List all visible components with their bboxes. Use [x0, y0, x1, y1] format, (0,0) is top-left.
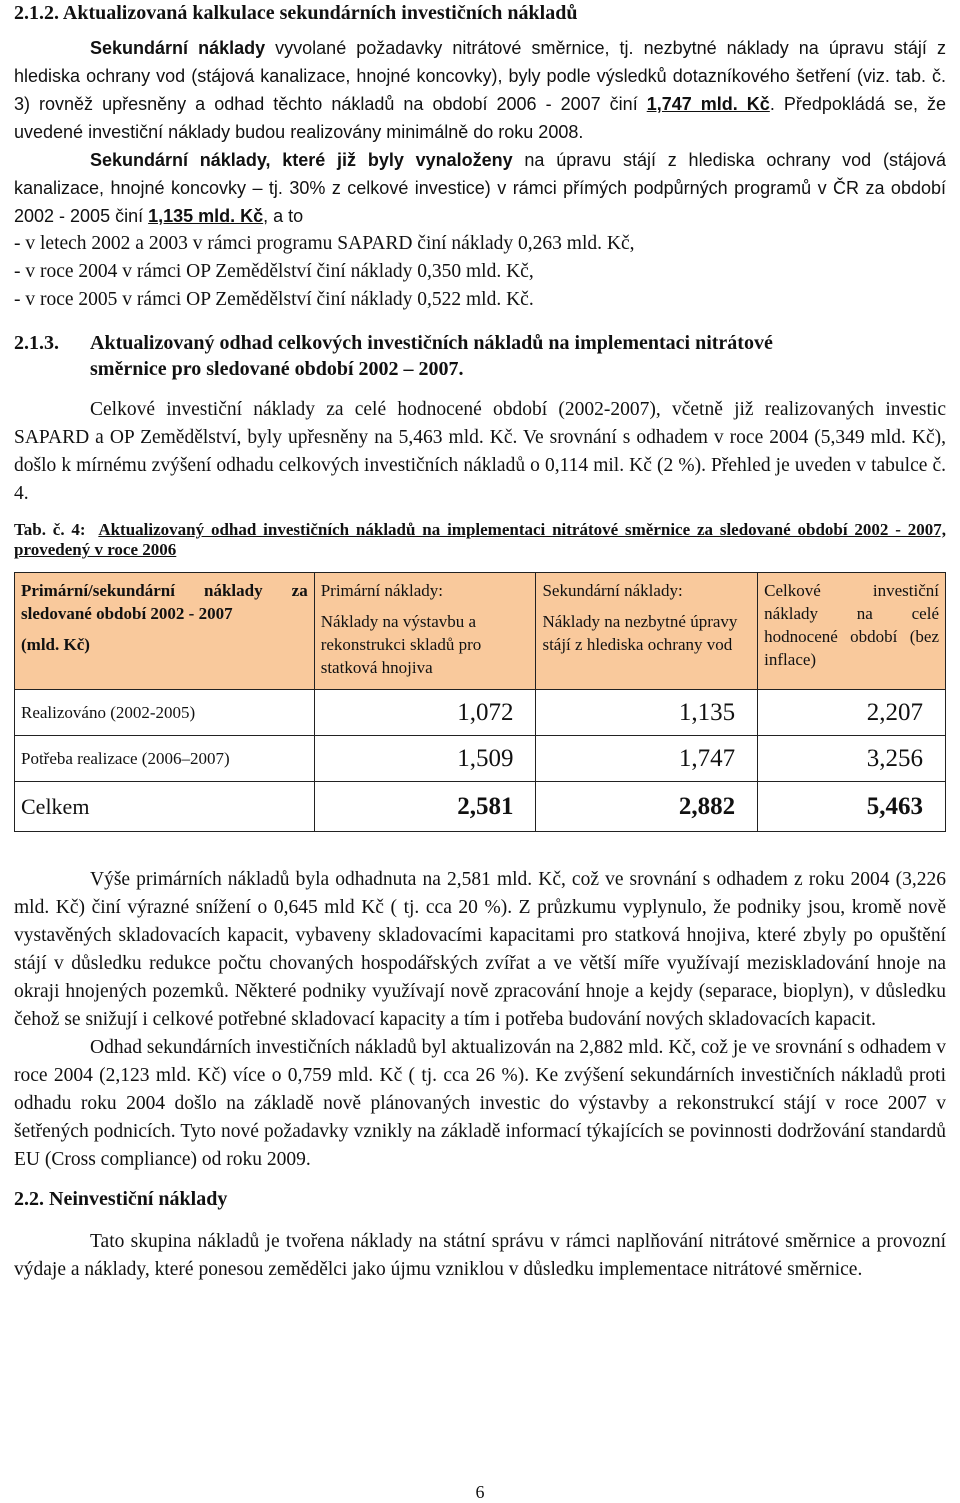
cell-primary: 1,509	[314, 736, 536, 782]
table-row	[15, 782, 946, 832]
cell-total: 2,207	[758, 690, 946, 736]
cell-secondary: 1,135	[536, 690, 758, 736]
bold-term: Sekundární náklady, které již byly vynaloženy	[90, 150, 513, 170]
list-item: - v roce 2004 v rámci OP Zemědělství činí náklady 0,350 mld. Kč,	[14, 261, 534, 282]
section-heading-2-2: 2.2. Neinvestiční náklady	[14, 1188, 228, 1210]
header-cell: Primární náklady: Náklady na výstavbu a rekonstrukci skladů pro statková hnojiva	[314, 573, 536, 690]
paragraph-primary-estimate: Výše primárních nákladů byla odhadnuta na 2,581 mld. Kč, což ve srovnání s odhadem z roku 2004 (3,226 mld. Kč) činí výrazné snížení o 0,645 mld Kč ( tj. cca 20 %). Z průzkumu vyplynulo, že podniky jsou, kromě nově vystavěných skladovacích kapacit, vybaveny skladovacími kapacitami pro statková hnojiva, které zbyly po opuštění stájí v důsledku redukce počtu chovaných hospodářských zvířat a ve větší míře využívají meziskladování hnoje na okraji hnojených pozemků. Některé podniky využívají nově zpracování hnoje a kejdy (separace, bioplyn), v důsledku čehož se snižují i celkové potřebné skladovací kapacity a tím i potřeba budování nových skladovacích kapacit.	[14, 869, 946, 1030]
paragraph-spent-costs: Sekundární náklady, které již byly vynaloženy na úpravu stájí z hlediska ochrany vod (stájová kanalizace, hnojné koncovky – tj. 30% z celkové investice) v rámci přímých podpůrných programů v ČR za období 2002 - 2005 činí 1,135 mld. Kč, a to	[14, 150, 946, 226]
row-label: Realizováno (2002-2005)	[15, 690, 315, 736]
highlight-value: 1,747 mld. Kč	[646, 94, 770, 114]
table-header-row	[15, 573, 946, 690]
paragraph-secondary-estimate: Odhad sekundárních investičních nákladů byl aktualizován na 2,882 mld. Kč, což je ve srovnání s odhadem v roce 2004 (2,123 mld. Kč) více o 0,759 mld. Kč ( tj. cca 26 %). Ke zvýšení sekundárních investičních nákladů proti odhadu roku 2004 došlo na základě nově plánovaných investic do výstavby a rekonstrukcí stájí v roce 2007 v šetřených podnicích. Tyto nové požadavky vznikly na základě informací týkajících se povinnosti dodržování standardů EU (Cross compliance) od roku 2009.	[14, 1037, 946, 1170]
table-row	[15, 736, 946, 782]
table-row	[15, 690, 946, 736]
cell-primary: 1,072	[314, 690, 536, 736]
paragraph-total-costs: Celkové investiční náklady za celé hodnocené období (2002-2007), včetně již realizovaných investic SAPARD a OP Zemědělství, byly upřesněny na 5,463 mld. Kč. Ve srovnání s odhadem v roce 2004 (5,349 mld. Kč), došlo k mírnému zvýšení odhadu celkových investičních nákladů o 0,114 mil. Kč (2 %). Přehled je uveden v tabulce č. 4.	[14, 399, 946, 504]
paragraph-noninvestment: Tato skupina nákladů je tvořena náklady na státní správu v rámci naplňování nitrátové směrnice a provozní výdaje a náklady, které ponesou zemědělci jako újmu vzniklou v důsledku implementace nitrátové směrnice.	[14, 1231, 946, 1280]
row-label: Potřeba realizace (2006–2007)	[15, 736, 315, 782]
highlight-value: 1,135 mld. Kč	[148, 206, 264, 226]
section-heading-2-1-3: 2.1.3. Aktualizovaný odhad celkových investičních nákladů na implementaci nitrátové směrnice pro sledované období 2002 – 2007.	[14, 332, 773, 380]
list-item: - v letech 2002 a 2003 v rámci programu SAPARD činí náklady 0,263 mld. Kč,	[14, 233, 635, 254]
section-heading-2-1-2: 2.1.2. Aktualizovaná kalkulace sekundárních investičních nákladů	[14, 2, 578, 24]
cell-secondary: 2,882	[536, 782, 758, 832]
cell-total: 3,256	[758, 736, 946, 782]
cell-total: 5,463	[758, 782, 946, 832]
header-cell: Sekundární náklady: Náklady na nezbytné úpravy stájí z hlediska ochrany vod	[536, 573, 758, 690]
list-item: - v roce 2005 v rámci OP Zemědělství činí náklady 0,522 mld. Kč.	[14, 289, 534, 310]
bold-term: Sekundární náklady	[90, 38, 266, 58]
cost-table	[14, 572, 946, 832]
row-label: Celkem	[15, 782, 315, 832]
paragraph-secondary-costs: Sekundární náklady vyvolané požadavky nitrátové směrnice, tj. nezbytné náklady na úpravu stájí z hlediska ochrany vod (stájová kanalizace, hnojné koncovky), byly podle výsledků dotazníkového šetření (viz. tab. č. 3) rovněž upřesněny a odhad těchto nákladů na období 2006 - 2007 činí 1,747 mld. Kč. Předpokládá se, že uvedené investiční náklady budou realizovány minimálně do roku 2008.	[14, 38, 946, 142]
cell-secondary: 1,747	[536, 736, 758, 782]
cell-primary: 2,581	[314, 782, 536, 832]
header-cell: Celkové investiční náklady na celé hodnocené období (bez inflace)	[758, 573, 946, 690]
table-caption: Tab. č. 4: Aktualizovaný odhad investičních nákladů na implementaci nitrátové směrnice za sledované období 2002 - 2007, provedený v roce 2006	[14, 520, 946, 559]
document-page	[14, 0, 946, 1284]
page-number: 6	[475, 1482, 485, 1502]
header-cell: Primární/sekundární náklady za sledované období 2002 - 2007 (mld. Kč)	[15, 573, 315, 690]
cost-list	[14, 230, 946, 314]
